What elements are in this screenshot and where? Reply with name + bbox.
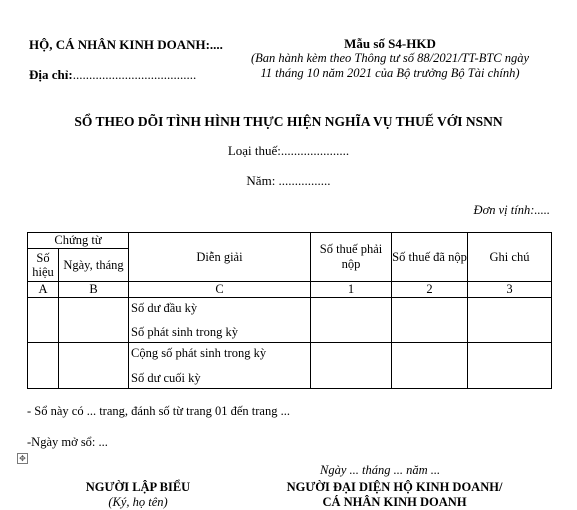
code-cell: 2 xyxy=(392,282,468,298)
table-row xyxy=(28,298,552,343)
paid-cell[interactable] xyxy=(392,343,468,389)
table-move-handle-icon[interactable]: ✥ xyxy=(17,453,28,464)
document-title: SỔ THEO DÕI TÌNH HÌNH THỰC HIỆN NGHĨA VỤ THUẾ VỚI NSNN xyxy=(74,114,503,129)
tax-type-line: Loại thuế:..................... xyxy=(227,143,350,158)
paid-cell[interactable] xyxy=(392,298,468,343)
row-total-arising: Cộng số phát sinh trong kỳ xyxy=(131,346,267,360)
header-voucher-number: Số hiệu xyxy=(28,249,59,282)
table-row xyxy=(28,343,552,389)
representative-title-line1: NGƯỜI ĐẠI DIỆN HỘ KINH DOANH/ xyxy=(286,480,503,494)
unit-line: Đơn vị tính:..... xyxy=(473,203,550,217)
header-note: Ghi chú xyxy=(468,233,552,282)
vouchers-group-header: Chứng từ xyxy=(28,233,129,249)
address-label: Địa chỉ: xyxy=(29,67,73,82)
code-cell: 1 xyxy=(311,282,392,298)
description-cell xyxy=(129,343,311,389)
issued-by-note: (Ban hành kèm theo Thông tư số 88/2021/TT-BTC ngày 11 tháng 10 năm 2021 của Bộ trưởng Bộ Tài chính) xyxy=(250,51,530,80)
business-name-line: HỘ, CÁ NHÂN KINH DOANH:.... xyxy=(29,37,223,52)
year-line: Năm: ................ xyxy=(246,173,331,188)
code-cell: C xyxy=(129,282,311,298)
page-count-note: - Sổ này có ... trang, đánh số từ trang 01 đến trang ... xyxy=(27,404,290,418)
row-opening-balance: Số dư đầu kỳ xyxy=(131,301,198,315)
header-tax-payable: Số thuế phải nộp xyxy=(311,233,392,282)
open-date-note: -Ngày mở sổ: ... xyxy=(27,435,108,449)
voucher-number-cell[interactable] xyxy=(28,343,59,389)
note-cell[interactable] xyxy=(468,298,552,343)
address-dots: ...................................... xyxy=(72,67,197,82)
voucher-date-cell[interactable] xyxy=(59,343,129,389)
payable-cell[interactable] xyxy=(311,298,392,343)
header-tax-paid: Số thuế đã nộp xyxy=(392,233,468,282)
voucher-date-cell[interactable] xyxy=(59,298,129,343)
description-cell xyxy=(129,298,311,343)
tax-ledger-table xyxy=(27,232,552,389)
address-line xyxy=(29,67,196,83)
form-code: Mẫu số S4-HKD xyxy=(344,36,436,51)
code-cell: 3 xyxy=(468,282,552,298)
voucher-number-cell[interactable] xyxy=(28,298,59,343)
header-description: Diễn giải xyxy=(129,233,311,282)
preparer-sign-note: (Ký, họ tên) xyxy=(108,495,168,509)
representative-title-line2: CÁ NHÂN KINH DOANH xyxy=(322,495,467,509)
note-cell[interactable] xyxy=(468,343,552,389)
representative-signature-block xyxy=(272,480,517,510)
preparer-signature-block xyxy=(58,480,218,510)
form-reference xyxy=(245,36,535,81)
code-cell: B xyxy=(59,282,129,298)
code-row xyxy=(28,282,552,298)
header-voucher-date: Ngày, tháng xyxy=(59,249,129,282)
row-arising-in-period: Số phát sinh trong kỳ xyxy=(131,325,238,339)
signature-date: Ngày ... tháng ... năm ... xyxy=(320,463,441,477)
payable-cell[interactable] xyxy=(311,343,392,389)
row-closing-balance: Số dư cuối kỳ xyxy=(131,371,201,385)
preparer-title: NGƯỜI LẬP BIỂU xyxy=(85,480,191,494)
code-cell: A xyxy=(28,282,59,298)
